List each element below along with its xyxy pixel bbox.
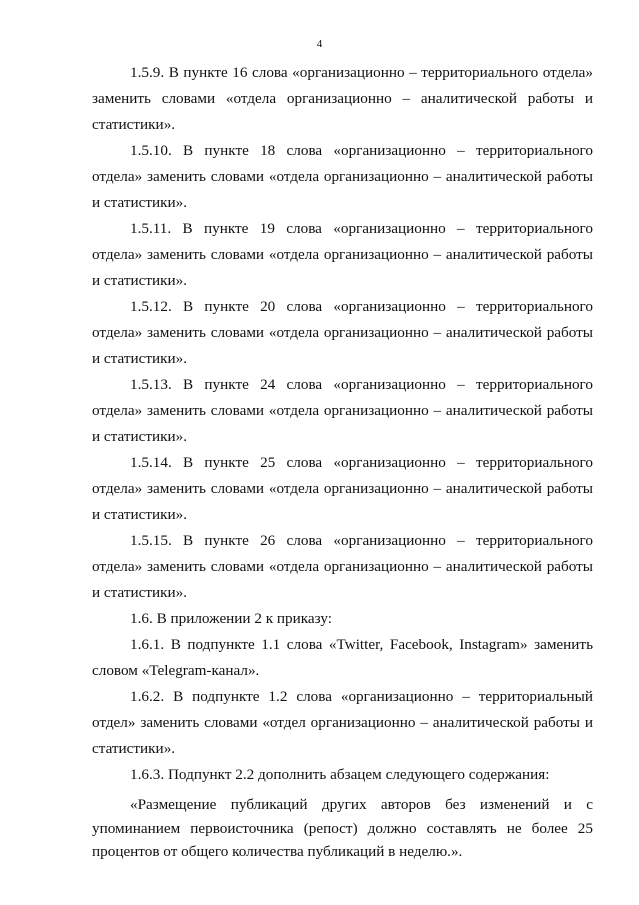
paragraph-1-6-2: 1.6.2. В подпункте 1.2 слова «организационно – территориальный отдел» заменить словами «отдел организационно – аналитической работы и статистики».	[92, 688, 593, 757]
paragraph-1-5-11: 1.5.11. В пункте 19 слова «организационно – территориального отдела» заменить словами «отдела организационно – аналитической работы и статистики».	[92, 220, 593, 289]
paragraph-1-5-10: 1.5.10. В пункте 18 слова «организационно – территориального отдела» заменить словами «отдела организационно – аналитической работы и статистики».	[92, 142, 593, 211]
paragraph-1-6-3: 1.6.3. Подпункт 2.2 дополнить абзацем следующего содержания:	[130, 766, 550, 783]
paragraph-1-5-12: 1.5.12. В пункте 20 слова «организационно – территориального отдела» заменить словами «отдела организационно – аналитической работы и статистики».	[92, 298, 593, 367]
document-body	[92, 60, 593, 864]
paragraph-1-5-13: 1.5.13. В пункте 24 слова «организационно – территориального отдела» заменить словами «отдела организационно – аналитической работы и статистики».	[92, 376, 593, 445]
paragraph-1-5-14: 1.5.14. В пункте 25 слова «организационно – территориального отдела» заменить словами «отдела организационно – аналитической работы и статистики».	[92, 454, 593, 523]
quoted-paragraph: «Размещение публикаций других авторов без изменений и с упоминанием первоисточника (репост) должно составлять не более 25 процентов от общего количества публикаций в неделю.».	[92, 796, 593, 860]
paragraph-1-5-9: 1.5.9. В пункте 16 слова «организационно – территориального отдела» заменить словами «отдела организационно – аналитической работы и статистики».	[92, 64, 593, 133]
paragraph-1-6: 1.6. В приложении 2 к приказу:	[130, 610, 332, 627]
paragraph-1-6-1: 1.6.1. В подпункте 1.1 слова «Twitter, Facebook, Instagram» заменить словом «Telegram-канал».	[92, 636, 593, 679]
paragraph-1-5-15: 1.5.15. В пункте 26 слова «организационно – территориального отдела» заменить словами «отдела организационно – аналитической работы и статистики».	[92, 532, 593, 601]
page-number: 4	[316, 38, 323, 50]
